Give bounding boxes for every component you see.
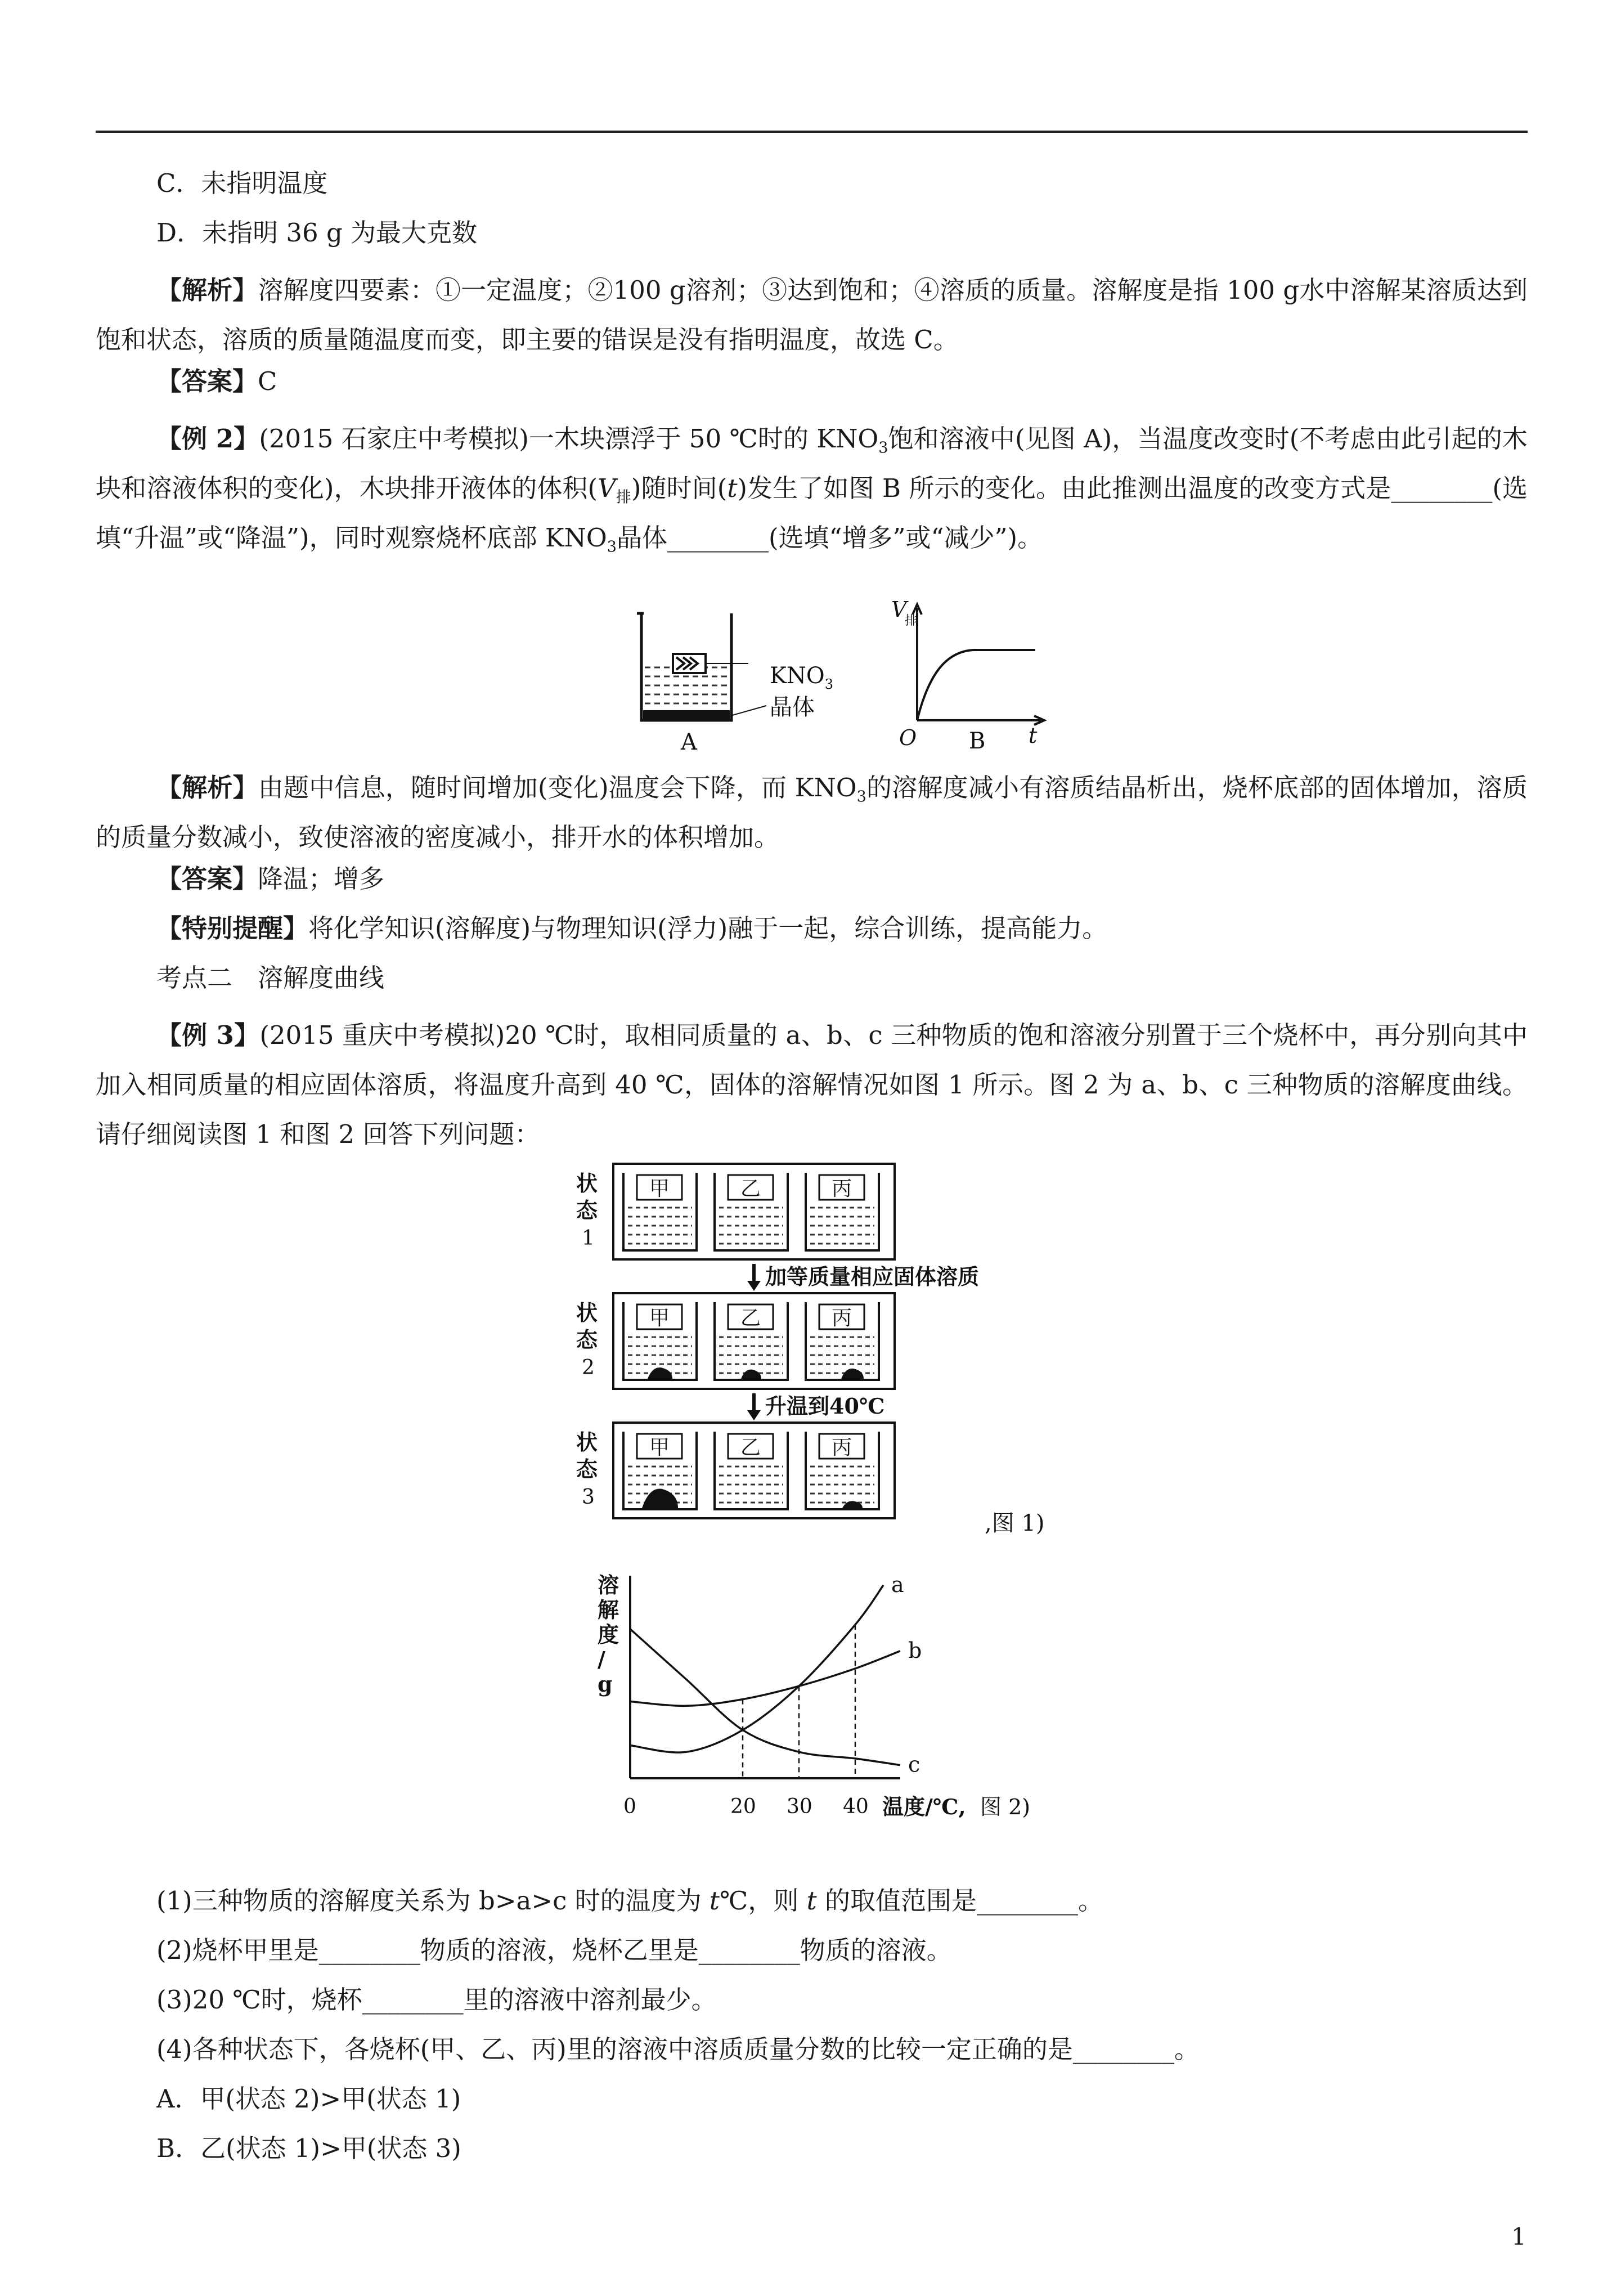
- x-tick-label: 40: [843, 1795, 869, 1818]
- state-number: 2: [582, 1356, 595, 1379]
- figure-a-label: A: [681, 729, 697, 754]
- state-number: 1: [582, 1227, 595, 1250]
- down-arrow-head: [747, 1410, 761, 1420]
- curve-label-c: c: [908, 1752, 920, 1777]
- beaker: [806, 1302, 879, 1380]
- page-number: 1: [1511, 2223, 1526, 2250]
- figure-a: [636, 602, 872, 756]
- example-3-text: (2015 重庆中考模拟)20 ℃时，取相同质量的 a、b、c 三种物质的饱和溶液分别置于三个烧杯中，再分别向其中加入相同质量的相应固体溶质，将温度升高到 40 ℃，固体的溶解情况如图 1 所示。图 2 为 a、b、c 三种物质的溶解度曲线。请仔细阅读图 1 和图 2 回答下列问题：: [96, 1020, 1528, 1149]
- analysis-tag: 【解析】: [156, 275, 258, 305]
- arrow-label-heat: 升温到40℃: [765, 1393, 885, 1419]
- x-tick-label: 20: [730, 1795, 756, 1818]
- beaker-label: 乙: [740, 1177, 761, 1200]
- beaker: [623, 1173, 697, 1250]
- v-subscript: 排: [616, 488, 631, 506]
- beaker-label: 甲: [649, 1436, 670, 1459]
- arrow-label-add-solute: 加等质量相应固体溶质: [765, 1264, 980, 1289]
- example-2-text-b: 饱和溶液中(见图 A)，当温度改变时(不考虑由此引起的木块和溶液体积的变化)，木块排开液体的体积(: [96, 424, 1528, 503]
- t-variable: t: [709, 1886, 720, 1916]
- beaker: [806, 1432, 879, 1509]
- beaker-label: 丙: [832, 1307, 852, 1330]
- curve-label-a: a: [891, 1572, 904, 1597]
- crystal: [841, 1369, 864, 1379]
- example-tag: 【例 2】: [156, 424, 259, 454]
- state-label: 状: [576, 1300, 598, 1325]
- question-1-text-c: 的取值范围是________。: [816, 1886, 1104, 1916]
- beaker: [623, 1432, 697, 1509]
- state-number: 3: [582, 1486, 595, 1509]
- answer-text: 降温；增多: [258, 864, 385, 894]
- figure-b-label: B: [969, 728, 986, 754]
- curve-a: [630, 1585, 883, 1752]
- header-rule: [96, 131, 1528, 133]
- answer-2: [156, 862, 384, 896]
- down-arrow-head: [747, 1281, 761, 1291]
- question-2: (2)烧杯甲里是________物质的溶液，烧杯乙里是________物质的溶液。: [156, 1935, 952, 1965]
- crystal: [648, 1367, 672, 1379]
- beaker: [715, 1432, 788, 1509]
- question-1-text-b: ℃，则: [720, 1886, 807, 1916]
- crystal: [741, 1370, 761, 1379]
- y-axis-label: 度: [598, 1622, 619, 1647]
- y-axis-label: /: [598, 1647, 605, 1672]
- beaker: [623, 1302, 697, 1380]
- crystal: [642, 1488, 678, 1508]
- figure-2-caption: 图 2): [980, 1795, 1031, 1819]
- y-axis-label: 溶: [598, 1572, 619, 1598]
- analysis-2: [96, 763, 1528, 862]
- example-2-text-d: )发生了如图 B 所示的变化。由此推测出温度的改变方式是________(选填“升温”或“降温”)，同时观察烧杯底部 KNO: [96, 473, 1528, 553]
- y-axis-label: g: [598, 1671, 613, 1697]
- crystal-label: 晶体: [770, 694, 815, 720]
- axis-t: t: [1029, 723, 1038, 748]
- question-4: (4)各种状态下，各烧杯(甲、乙、丙)里的溶液中溶质质量分数的比较一定正确的是________。: [156, 2034, 1200, 2064]
- subscript: 3: [878, 439, 888, 457]
- question-1-text-a: (1)三种物质的溶解度关系为 b>a>c 时的温度为: [156, 1886, 710, 1916]
- kno3-sub: 3: [824, 676, 833, 692]
- example-2: [96, 414, 1528, 563]
- v-curve: [917, 650, 1035, 720]
- v-letter: V: [598, 473, 616, 503]
- example-2-text-e: 晶体________(选填“增多”或“减少”)。: [616, 523, 1043, 553]
- kno3-label: KNO: [770, 663, 825, 689]
- curve-label-b: b: [908, 1638, 922, 1663]
- beaker-label: 丙: [832, 1436, 852, 1459]
- beaker-label: 甲: [649, 1177, 670, 1200]
- answer-tag: 【答案】: [156, 366, 258, 396]
- crystal-layer: [643, 710, 730, 719]
- t-variable: t: [806, 1886, 817, 1916]
- figure-1: [568, 1159, 1097, 1544]
- analysis-2-text-b: 的溶解度减小有溶质结晶析出，烧杯底部的固体增加，溶质的质量分数减小，致使溶液的密度减小，排开水的体积增加。: [96, 773, 1528, 852]
- question-1: [156, 1884, 1103, 1918]
- example-2-text-a: (2015 石家庄中考模拟)一木块漂浮于 50 ℃时的 KNO: [259, 424, 879, 454]
- state-label: 状: [576, 1429, 598, 1455]
- axis-v-sub: 排: [905, 614, 918, 628]
- example-tag: 【例 3】: [156, 1020, 260, 1050]
- svg-text:KNO3: [770, 663, 833, 692]
- subscript: 3: [856, 788, 866, 806]
- wood-block: [673, 654, 706, 673]
- state-label: 态: [576, 1456, 598, 1482]
- analysis-text: 溶解度四要素：①一定温度；②100 g溶剂；③达到饱和；④溶质的质量。溶解度是指 100 g水中溶解某溶质达到饱和状态，溶质的质量随温度而变，即主要的错误是没有指明温度，故选 C。: [96, 275, 1528, 355]
- t-letter: t: [727, 473, 738, 503]
- answer-text: C: [258, 366, 277, 396]
- answer-tag: 【答案】: [156, 864, 258, 894]
- x-axis-label: 温度/℃,: [882, 1794, 966, 1819]
- example-3: [96, 1011, 1528, 1159]
- curve-c: [630, 1629, 900, 1765]
- y-axis-label: 解: [598, 1597, 619, 1622]
- analysis-tag: 【解析】: [156, 773, 258, 802]
- beaker-label: 乙: [740, 1436, 761, 1459]
- origin-label: O: [899, 725, 917, 750]
- question-3: (3)20 ℃时，烧杯________里的溶液中溶剂最少。: [156, 1985, 717, 2015]
- special-tip: [156, 912, 1107, 945]
- answer-1: [156, 365, 277, 398]
- analysis-1: [96, 266, 1528, 365]
- option-c: C．未指明温度: [156, 168, 328, 198]
- figure-2: [585, 1553, 1114, 1831]
- beaker: [715, 1173, 788, 1250]
- beaker-label: 丙: [832, 1177, 852, 1200]
- beaker-label: 甲: [649, 1307, 670, 1330]
- tip-text: 将化学知识(溶解度)与物理知识(浮力)融于一起，综合训练，提高能力。: [308, 913, 1108, 943]
- beaker-label: 乙: [740, 1307, 761, 1330]
- state-label: 状: [576, 1171, 598, 1196]
- curve-b: [630, 1651, 900, 1706]
- state-label: 态: [576, 1198, 598, 1223]
- section-heading: 考点二 溶解度曲线: [156, 963, 385, 993]
- x-tick-label: 0: [623, 1795, 636, 1818]
- example-2-text-c: )随时间(: [631, 473, 728, 503]
- beaker: [806, 1173, 879, 1250]
- beaker: [715, 1302, 788, 1380]
- analysis-2-text-a: 由题中信息，随时间增加(变化)温度会下降，而 KNO: [258, 773, 857, 802]
- tip-tag: 【特别提醒】: [156, 913, 309, 943]
- option-a: A．甲(状态 2)>甲(状态 1): [156, 2084, 461, 2114]
- subscript: 3: [607, 538, 617, 556]
- option-d: D．未指明 36 g 为最大克数: [156, 218, 478, 248]
- state-label: 态: [576, 1327, 598, 1352]
- x-tick-label: 30: [787, 1795, 812, 1818]
- option-b: B．乙(状态 1)>甲(状态 3): [156, 2133, 461, 2163]
- figure-1-caption: ,图 1): [985, 1510, 1045, 1536]
- figure-b: [878, 591, 1069, 756]
- axis-v: V: [891, 597, 907, 622]
